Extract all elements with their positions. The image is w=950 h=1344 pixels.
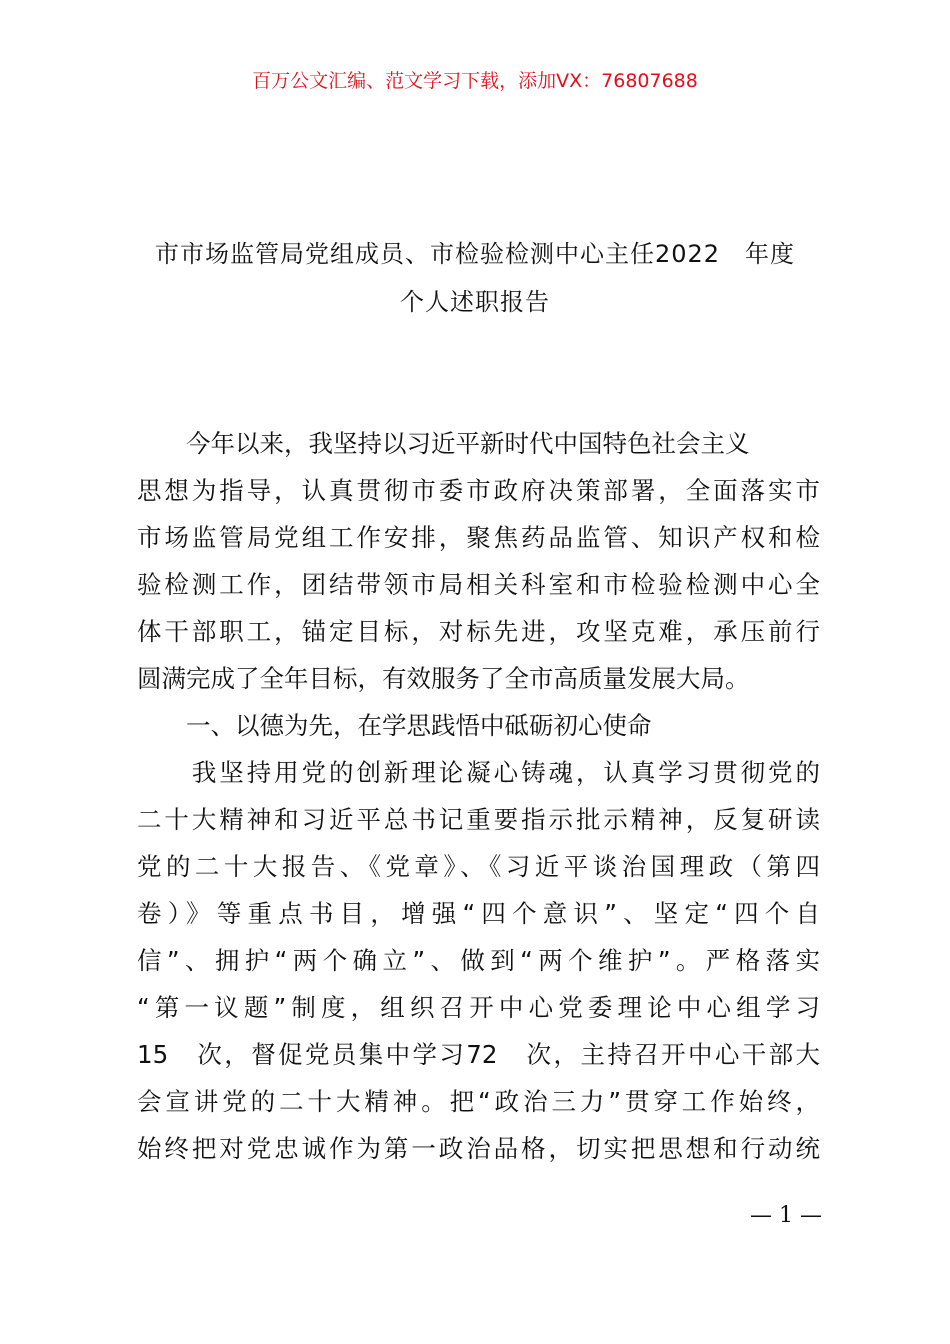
body-line: 圆满完成了全年目标，有效服务了全市高质量发展大局。	[137, 664, 750, 693]
body-line: 二十大精神和习近平总书记重要指示批示精神，反复研读	[137, 805, 820, 834]
body-line: “第一议题”制度，组织召开中心党委理论中心组学习	[137, 993, 820, 1022]
body-line: 始终把对党忠诚作为第一政治品格，切实把思想和行动统	[137, 1134, 820, 1163]
body-line: 验检测工作，团结带领市局相关科室和市检验检测中心全	[137, 570, 820, 599]
body-line: 思想为指导，认真贯彻市委市政府决策部署，全面落实市	[137, 476, 820, 505]
title-line-2: 个人述职报告	[400, 288, 550, 316]
page-number: — 1 —	[750, 1203, 822, 1228]
body-line: 会宣讲党的二十大精神。把“政治三力”贯穿工作始终，	[137, 1087, 820, 1116]
body-line: 市场监管局党组工作安排，聚焦药品监管、知识产权和检	[137, 523, 820, 552]
body-line: 信”、拥护“两个确立”、做到“两个维护”。严格落实	[137, 946, 820, 975]
title-line-1: 市市场监管局党组成员、市检验检测中心主任2022 年度	[154, 240, 796, 268]
body-line: 我坚持用党的创新理论凝心铸魂，认真学习贯彻党的	[137, 758, 820, 787]
body-line: 卷）》等重点书目，增强“四个意识”、坚定“四个自	[137, 899, 820, 928]
document-body	[137, 420, 820, 1172]
body-line: 体干部职工，锚定目标，对标先进，攻坚克难，承压前行	[137, 617, 820, 646]
watermark-banner	[0, 68, 950, 94]
body-line: 今年以来，我坚持以习近平新时代中国特色社会主义	[137, 429, 750, 458]
section-heading: 一、以德为先，在学思践悟中砥砺初心使命	[137, 711, 652, 740]
body-line: 15 次，督促党员集中学习72 次，主持召开中心干部大	[137, 1040, 820, 1069]
body-line: 党的二十大报告、《党章》、《习近平谈治国理政（第四	[137, 852, 820, 881]
document-title	[0, 230, 950, 326]
banner-text: 百万公文汇编、范文学习下载，添加VX：76807688	[252, 70, 698, 92]
